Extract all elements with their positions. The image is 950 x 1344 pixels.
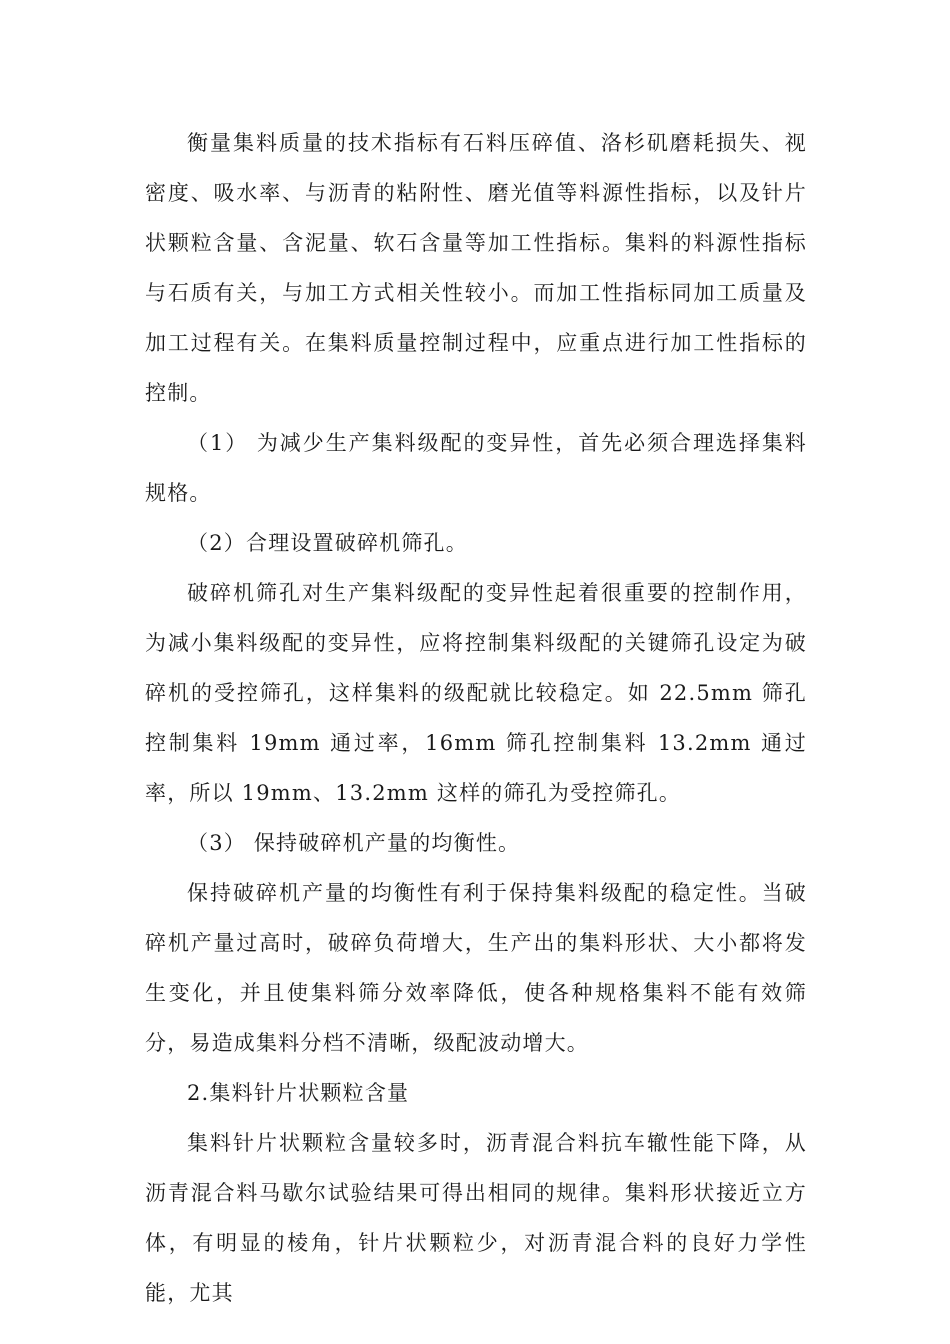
paragraph-crusher-output-detail: 保持破碎机产量的均衡性有利于保持集料级配的稳定性。当破碎机产量过高时，破碎负荷增大，生产出的集料形状、大小都将发生变化，并且使集料筛分效率降低，使各种规格集料不能有效筛分，易造成集料分档不清晰，级配波动增大。 <box>145 881 807 1055</box>
paragraph-item-3-crusher-output: （3） 保持破碎机产量的均衡性。 <box>187 831 521 855</box>
section-heading-flaky-particles: 2.集料针片状颗粒含量 <box>187 1081 410 1105</box>
paragraph-flaky-particles-detail: 集料针片状颗粒含量较多时，沥青混合料抗车辙性能下降，从沥青混合料马歇尔试验结果可得出相同的规律。集料形状接近立方体，有明显的棱角，针片状颗粒少，对沥青混合料的良好力学性能，尤其 <box>145 1131 807 1305</box>
body-text <box>145 118 807 1318</box>
paragraph-item-2-crusher-sieve: （2）合理设置破碎机筛孔。 <box>187 531 468 555</box>
paragraph-item-1-aggregate-specs: （1） 为减少生产集料级配的变异性，首先必须合理选择集料规格。 <box>145 431 807 505</box>
paragraph-aggregate-quality-indicators: 衡量集料质量的技术指标有石料压碎值、洛杉矶磨耗损失、视密度、吸水率、与沥青的粘附性、磨光值等料源性指标，以及针片状颗粒含量、含泥量、软石含量等加工性指标。集料的料源性指标与石质有关，与加工方式相关性较小。而加工性指标同加工质量及加工过程有关。在集料质量控制过程中，应重点进行加工性指标的控制。 <box>145 131 807 405</box>
paragraph-crusher-sieve-detail: 破碎机筛孔对生产集料级配的变异性起着很重要的控制作用，为减小集料级配的变异性，应将控制集料级配的关键筛孔设定为破碎机的受控筛孔，这样集料的级配就比较稳定。如 22.5mm 筛孔控制集料 19mm 通过率，16mm 筛孔控制集料 13.2mm 通过率，所以 19mm、13.2mm 这样的筛孔为受控筛孔。 <box>145 581 807 805</box>
